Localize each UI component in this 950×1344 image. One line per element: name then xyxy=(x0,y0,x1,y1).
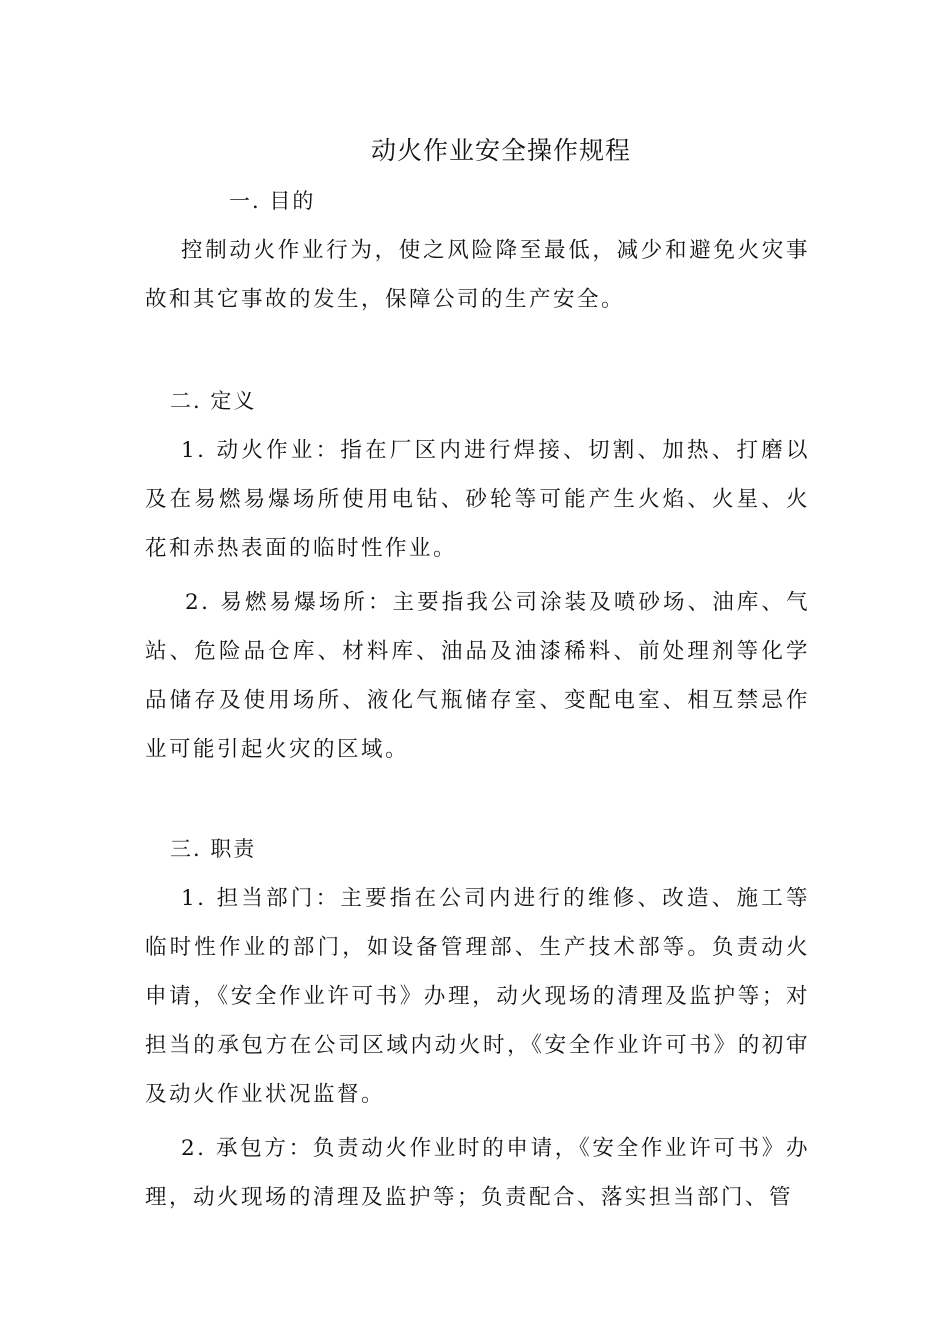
paragraph-definition-flammable-sites: 2. 易燃易爆场所：主要指我公司涂装及喷砂场、油库、气站、危险品仓库、材料库、油品及油漆稀料、前处理剂等化学品储存及使用场所、液化气瓶储存室、变配电室、相互禁忌作业可能引起火灾的区域。 xyxy=(145,590,810,762)
paragraph-purpose: 控制动火作业行为，使之风险降至最低，减少和避免火灾事故和其它事故的发生，保障公司的生产安全。 xyxy=(145,238,810,312)
document-title: 动火作业安全操作规程 xyxy=(370,136,631,165)
section-heading-purpose: 一. 目的 xyxy=(229,189,316,213)
paragraph-definition-hot-work: 1. 动火作业：指在厂区内进行焊接、切割、加热、打磨以及在易燃易爆场所使用电钻、砂轮等可能产生火焰、火星、火花和赤热表面的临时性作业。 xyxy=(145,438,810,561)
paragraph-contractor: 2. 承包方：负责动火作业时的申请，《安全作业许可书》办理，动火现场的清理及监护等；负责配合、落实担当部门、管 xyxy=(145,1136,810,1210)
section-heading-definitions: 二. 定义 xyxy=(170,389,257,413)
section-heading-responsibilities: 三. 职责 xyxy=(170,837,257,861)
paragraph-responsible-department: 1. 担当部门：主要指在公司内进行的维修、改造、施工等临时性作业的部门，如设备管理部、生产技术部等。负责动火申请，《安全作业许可书》办理，动火现场的清理及监护等；对担当的承包方在公司区域内动火时，《安全作业许可书》的初审及动火作业状况监督。 xyxy=(145,886,810,1107)
